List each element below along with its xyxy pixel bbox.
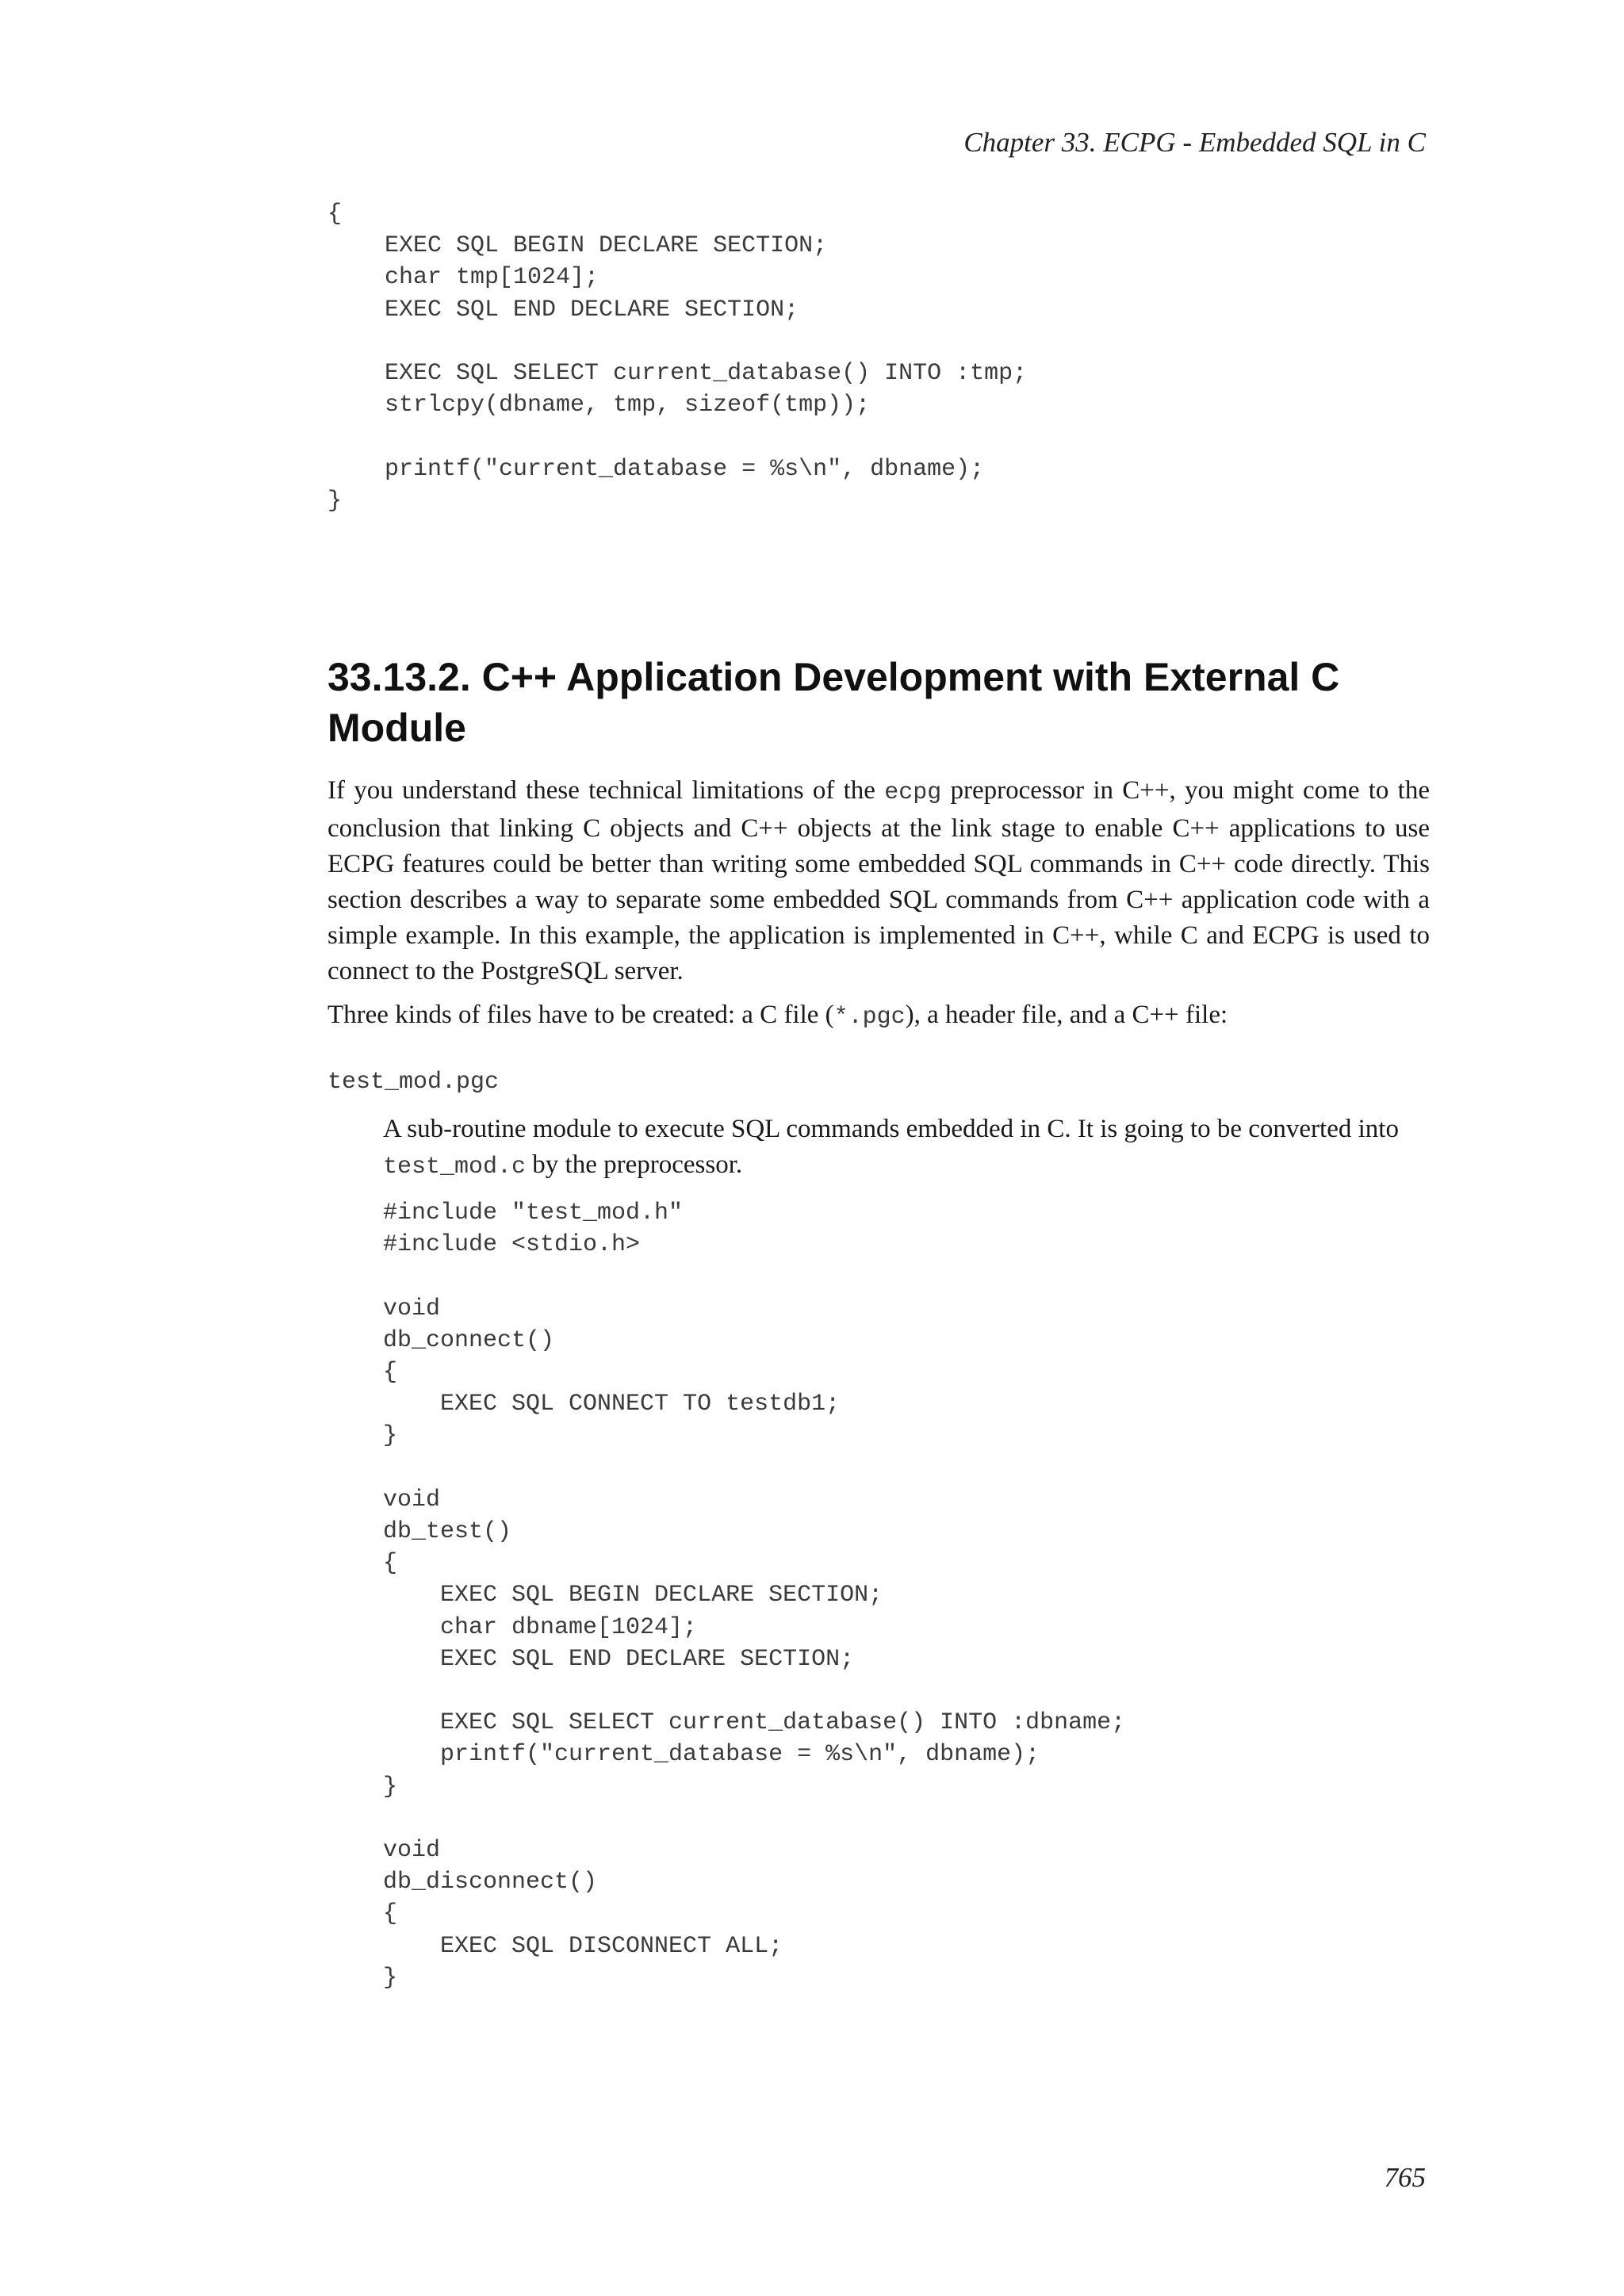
page-number: 765 [1384, 2162, 1426, 2193]
paragraph-files-text-1: Three kinds of files have to be created: a C file ( [327, 1001, 834, 1029]
variable-list-term: test_mod.pgc [327, 1069, 500, 1096]
paragraph-intro-text-2: preprocessor in C++, you might come to the conclusion that linking C objects and C++ objects at the link stage to enable C++ applications to use ECPG features could be better than writing some embedded SQL commands in C++ code directly. This section describes a way to separate some embedded SQL commands from C++ application code with a simple example. In this example, the application is implemented in C++, while C and ECPG is used to connect to the PostgreSQL server. [327, 776, 1430, 985]
code-block-test-mod: #include "test_mod.h" #include <stdio.h> void db_connect() { EXEC SQL CONNECT TO testdb1; } void db_test() { EXEC SQL BEGIN DECLARE SECTION; char dbname[1024]; EXEC SQL END DECLARE SECTION; EXEC SQL SELECT current_database() INTO :dbname; printf("current_database = %s\n", dbname); } void db_disconnect() { EXEC SQL DISCONNECT ALL; } [383, 1200, 1126, 1992]
running-header: Chapter 33. ECPG - Embedded SQL in C [963, 127, 1426, 158]
term-desc-text-2: by the preprocessor. [526, 1150, 743, 1179]
paragraph-intro [327, 773, 1430, 989]
inline-code-test-mod-c: test_mod.c [383, 1154, 527, 1181]
inline-code-pgc: *.pgc [833, 1004, 906, 1031]
term-desc-text-1: A sub-routine module to execute SQL commands embedded in C. It is going to be converted into [383, 1115, 1399, 1143]
paragraph-files-text-2: ), a header file, and a C++ file: [905, 1001, 1228, 1029]
paragraph-files [327, 997, 1430, 1035]
section-title: 33.13.2. C++ Application Development with External C Module [327, 655, 1340, 750]
inline-code-ecpg: ecpg [884, 779, 942, 806]
paragraph-intro-text-1: If you understand these technical limitations of the [327, 776, 885, 805]
variable-list-description [383, 1112, 1430, 1185]
code-block-top: { EXEC SQL BEGIN DECLARE SECTION; char tmp[1024]; EXEC SQL END DECLARE SECTION; EXEC SQL SELECT current_database() INTO :tmp; strlcpy(dbname, tmp, sizeof(tmp)); printf("current_database = %s\n", dbname); } [327, 201, 1028, 515]
